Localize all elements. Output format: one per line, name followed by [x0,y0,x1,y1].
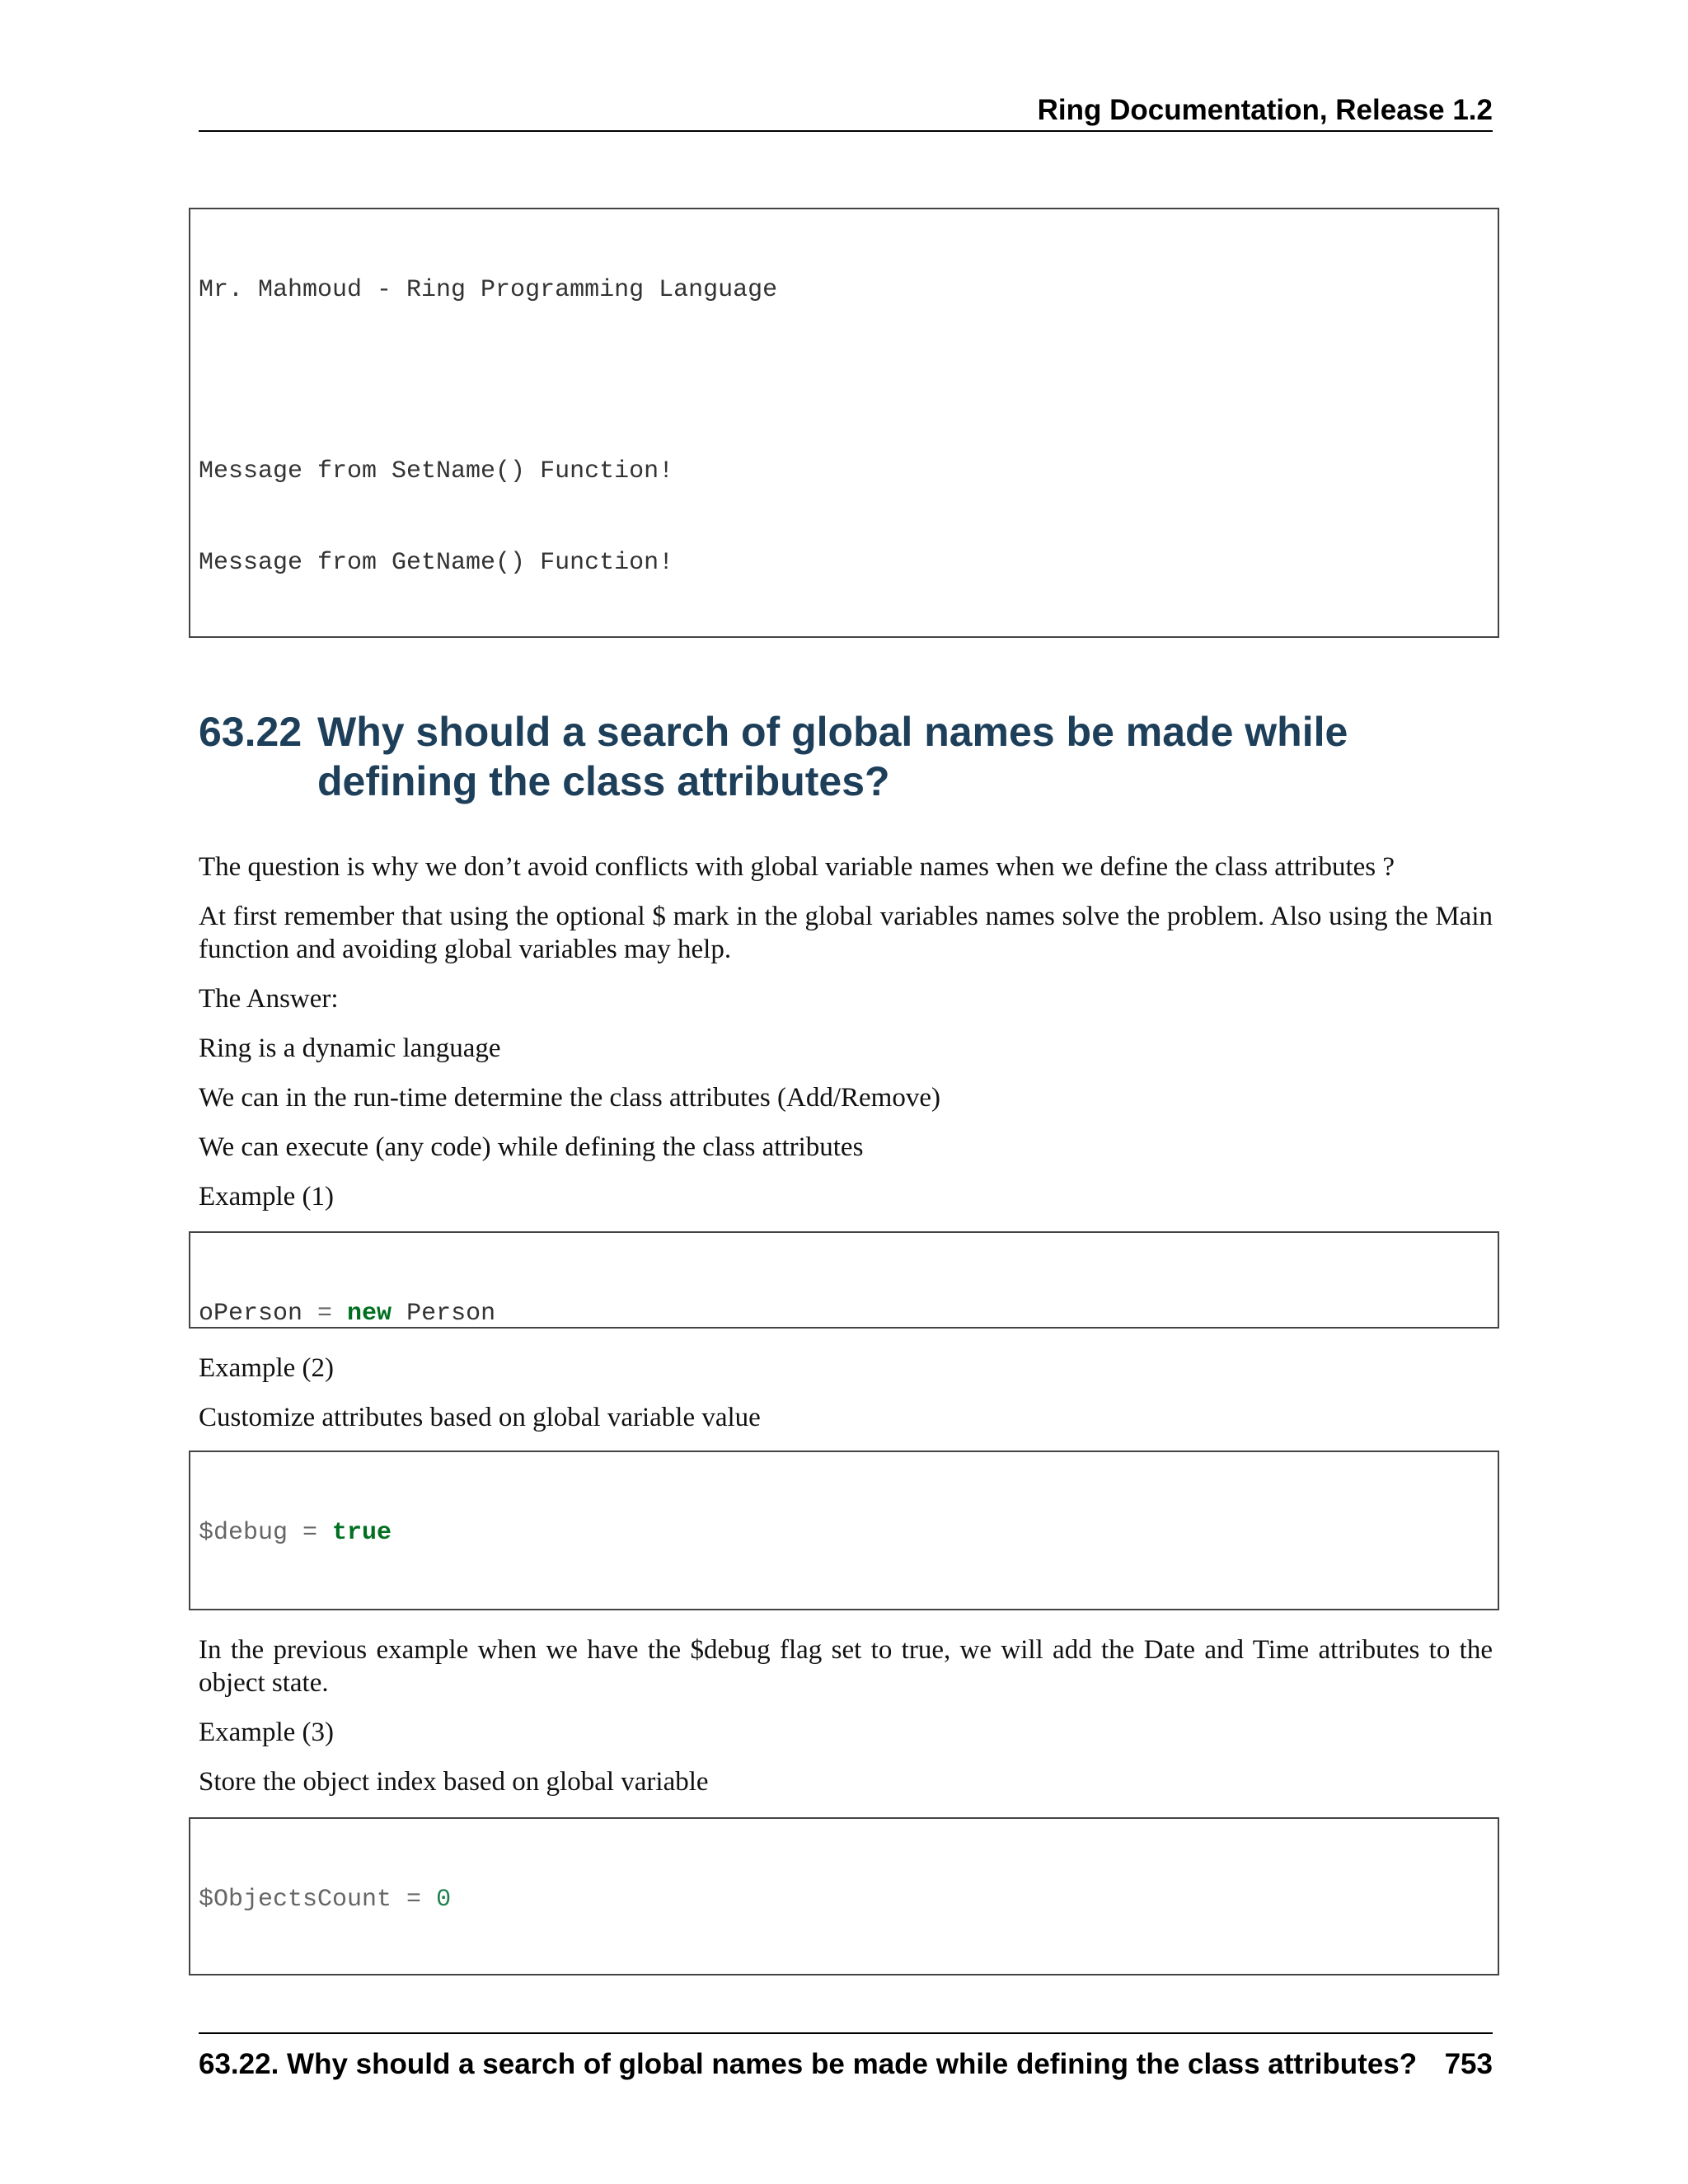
paragraph: Customize attributes based on global variable value [199,1403,761,1432]
code-token: Person [392,1299,496,1328]
example-2-code-block [189,1451,1499,1610]
code-token: 0 [436,1885,452,1914]
code-line [199,1885,1489,1915]
code-line [199,366,1489,396]
paragraph: Store the object index based on global variable [199,1767,709,1797]
code-token: $ObjectsCount [199,1885,392,1914]
paragraph: Example (2) [199,1353,335,1383]
code-token: new [347,1299,392,1328]
code-token: oPerson [199,1299,303,1328]
paragraph: Ring is a dynamic language [199,1033,501,1063]
section-title: Why should a search of global names be made while defining the class attributes? [317,709,1348,804]
code-token: = [392,1885,437,1914]
paragraph: Example (1) [199,1182,335,1212]
example-1-code-block [189,1231,1499,1329]
paragraph: At first remember that using the optional $ mark in the global variables names solve the problem. Also using the Main function and avoiding global variables may help. [199,902,1493,964]
footer-section-title: 63.22. Why should a search of global names be made while defining the class attributes? [199,2048,1418,2080]
code-token: $debug [199,1518,288,1547]
section-number: 63.22 [199,709,302,755]
code-line [199,1518,1489,1549]
code-token: = [288,1518,333,1547]
running-header: Ring Documentation, Release 1.2 [199,91,1493,132]
paragraph: We can execute (any code) while defining the class attributes [199,1132,864,1162]
paragraph: In the previous example when we have the $debug flag set to true, we will add the Date and Time attributes to the object state. [199,1635,1493,1698]
code-line: Message from SetName() Function! [199,457,674,486]
paragraph: We can in the run-time determine the class attributes (Add/Remove) [199,1083,940,1113]
paragraph: Example (3) [199,1718,335,1747]
running-footer [199,2032,1493,2080]
paragraph: The question is why we don’t avoid conflicts with global variable names when we define the class attributes ? [199,852,1395,882]
code-token: = [302,1299,348,1328]
code-line: Mr. Mahmoud - Ring Programming Language [199,275,778,304]
code-line [199,1609,1489,1610]
example-3-code-block [189,1817,1499,1975]
code-line: Message from GetName() Function! [199,548,674,577]
code-line [199,1299,1489,1329]
paragraph: The Answer: [199,984,339,1014]
page-number: 753 [1444,2048,1493,2080]
output-code-block [189,208,1499,638]
code-token: true [332,1518,392,1547]
